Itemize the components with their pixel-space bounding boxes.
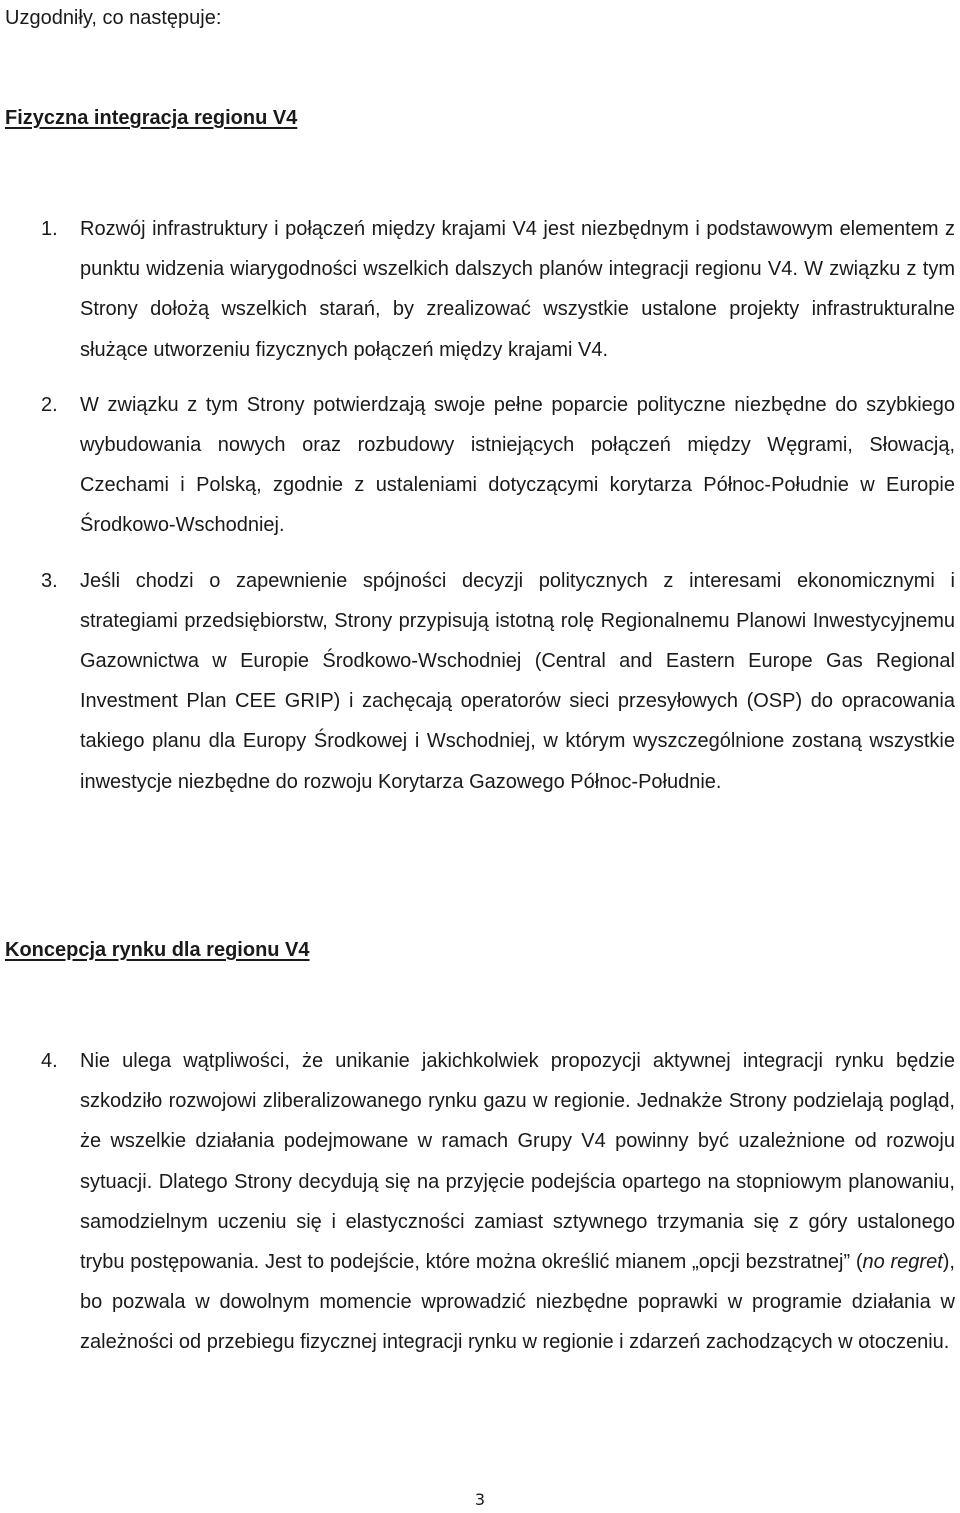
section-heading-physical-integration: Fizyczna integracja regionu V4	[5, 107, 298, 129]
list-item-number: 1.	[41, 218, 58, 240]
list-item-text-part: Nie ulega wątpliwości, że unikanie jakichkolwiek propozycji aktywnej integracji rynku będzie szkodziło rozwojowi zliberalizowanego rynku gazu w regionie. Jednakże Strony podzielają pogląd, że wszelkie działania podejmowane w ramach Grupy V4 powinny być uzależnione od rozwoju sytuacji. Dlatego Strony decydują się na przyjęcie podejścia opartego na stopniowym planowaniu, samodzielnym uczeniu się i elastyczności zamiast sztywnego trzymania się z góry ustalonego trybu postępowania. Jest to podejście, które można określić mianem „opcji bezstratnej” (	[80, 1050, 955, 1274]
list-item	[0, 385, 955, 546]
list-item-number: 2.	[41, 393, 58, 416]
list-item-text	[80, 1050, 955, 1353]
list-item-text-part: ), bo pozwala w dowolnym momencie wprowadzić niezbędne poprawki w programie działania w zależności od przebiegu fizycznej integracji rynku w regionie i zdarzeń zachodzących w otoczeniu.	[80, 1251, 955, 1354]
intro-text: Uzgodniły, co następuje:	[5, 7, 222, 29]
list-item-number: 4.	[41, 1050, 58, 1072]
list-item-text: Rozwój infrastruktury i połączeń między krajami V4 jest niezbędnym i podstawowym elementem z punktu widzenia wiarygodności wszelkich dalszych planów integracji regionu V4. W związku z tym Strony dołożą wszelkich starań, by zrealizować wszystkie ustalone projekty infrastrukturalne służące utworzeniu fizycznych połączeń między krajami V4.	[80, 218, 955, 361]
page-number: 3	[474, 1490, 486, 1509]
points-list-physical-integration	[0, 209, 955, 817]
section-heading-market-concept: Koncepcja rynku dla regionu V4	[5, 939, 310, 961]
list-item-text-italic: no regret	[862, 1251, 943, 1274]
list-item	[0, 561, 955, 802]
list-item-text: W związku z tym Strony potwierdzają swoje pełne poparcie polityczne niezbędne do szybkiego wybudowania nowych oraz rozbudowy istniejących połączeń między Węgrami, Słowacją, Czechami i Polską, zgodnie z ustaleniami dotyczącymi korytarza Północ-Południe w Europie Środkowo-Wschodniej.	[80, 393, 955, 537]
list-item	[0, 209, 955, 370]
list-item	[0, 1041, 955, 1363]
list-item-text: Jeśli chodzi o zapewnienie spójności decyzji politycznych z interesami ekonomicznymi i strategiami przedsiębiorstw, Strony przypisują istotną rolę Regionalnemu Planowi Inwestycyjnemu Gazownictwa w Europie Środkowo-Wschodniej (Central and Eastern Europe Gas Regional Investment Plan CEE GRIP) i zachęcają operatorów sieci przesyłowych (OSP) do opracowania takiego planu dla Europy Środkowej i Wschodniej, w którym wyszczególnione zostaną wszystkie inwestycje niezbędne do rozwoju Korytarza Gazowego Północ-Południe.	[80, 569, 955, 793]
points-list-market-concept	[0, 1041, 955, 1378]
list-item-number: 3.	[41, 569, 58, 592]
